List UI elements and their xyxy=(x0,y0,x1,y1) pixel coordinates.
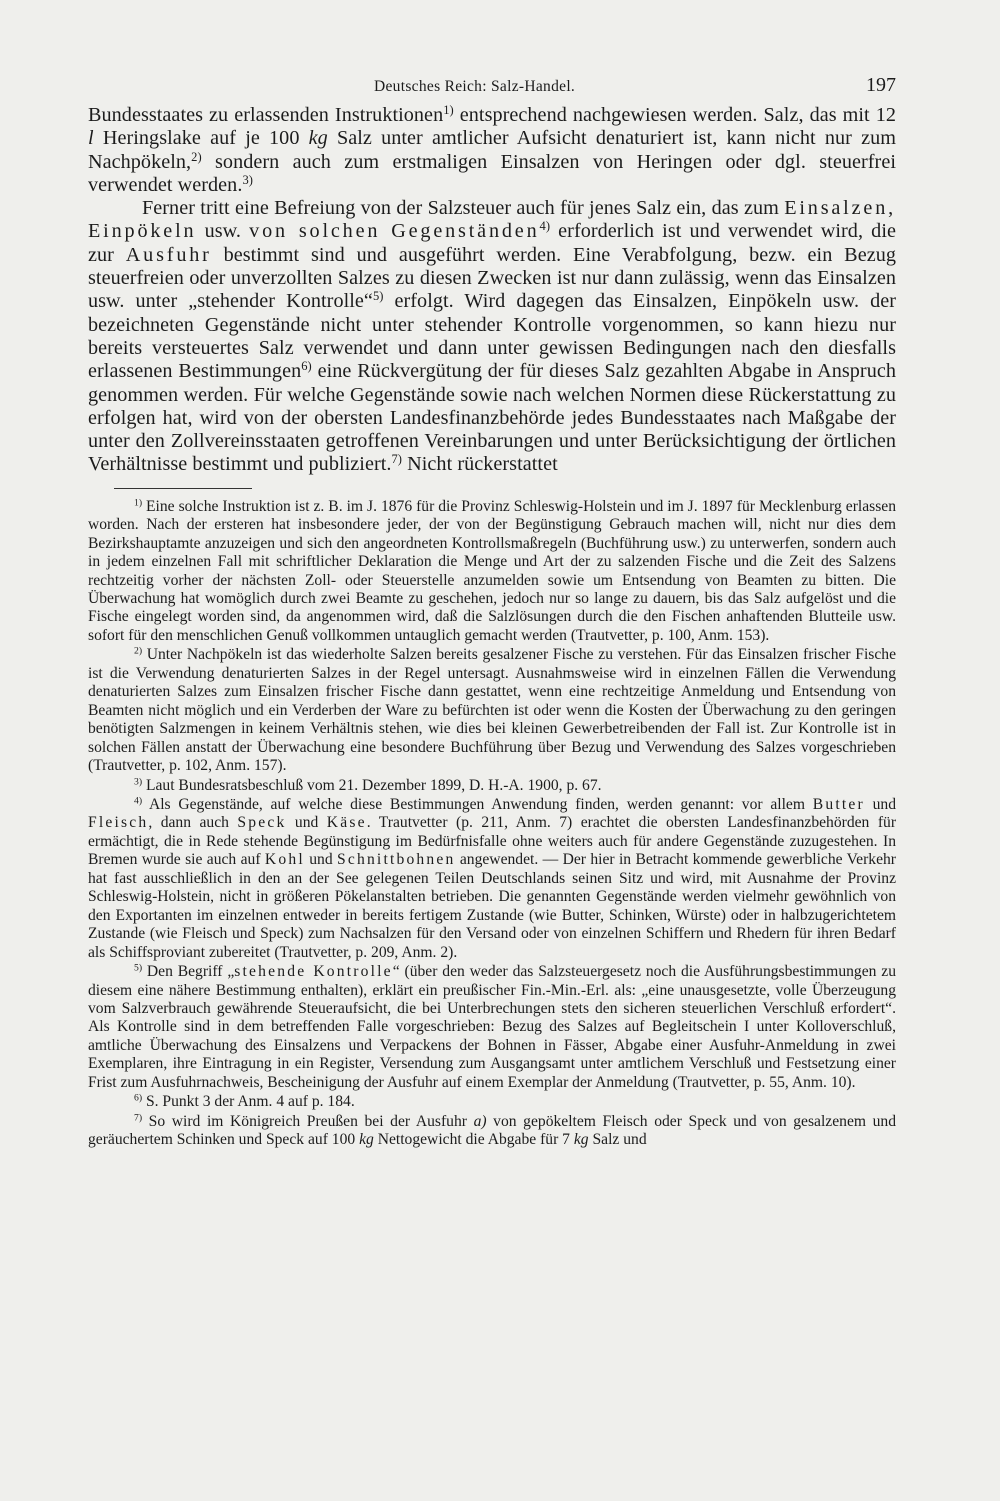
text-run: erfolgt. Wird dagegen das Einsalzen, Einpökeln usw. der bezeichneten Gegenstände nicht unter stehender Kontrolle vorgenommen, so kann hiezu nur bereits versteuertes Salz verwendet und dann unter gewissen Bedingungen nach den diesfalls erlassenen Bestimmungen xyxy=(88,290,896,383)
book-page xyxy=(88,70,896,1150)
running-title: Deutsches Reich: Salz-Handel. xyxy=(374,78,576,95)
footnote xyxy=(88,777,896,795)
paragraph xyxy=(88,104,896,197)
text-run: Bundesstaates zu erlassenden Instruktionen xyxy=(88,104,444,126)
text-run: Ferner tritt eine Befreiung von der Salzsteuer auch für jenes Salz ein, das zum xyxy=(142,197,785,220)
italic-text: kg xyxy=(308,127,328,150)
footnote-separator xyxy=(114,488,252,489)
footnote-marker: 7) xyxy=(134,1112,143,1124)
footnote xyxy=(88,1113,896,1150)
text-run: angewendet. — Der hier in Betracht kommende gewerbliche Verkehr hat fast ausschließlich in den an der See gelegenen Teilen Deutschlands seinen Sitz und wird, mit Ausnahme der Provinz Schleswig-Holstein, nicht in größeren Pökelanstalten betrieben. Die genannten Gegenstände werden vielmehr gewöhnlich von den Exportanten im einzelnen entweder in bereits fertigem Zustande (wie Butter, Schinken, Würste) oder in halbzugerichtetem Zustande (wie Fleisch und Speck) zum Nachsalzen für den Versand oder von einzelnen Schiffern und Rhedern für ihren Bedarf als Schiffsproviant zubereitet (Trautvetter, p. 209, Anm. 2). xyxy=(88,851,896,961)
spaced-text: Speck xyxy=(237,814,287,832)
text-run: bestimmt sind und ausgeführt werden. Eine Verabfolgung, bezw. ein Bezug steuerfreien oder unverzollten Salzes zu diesen Zwecken ist nur dann zulässig, wenn das Einsalzen usw. unter „stehender Kontrolle“ xyxy=(88,243,896,313)
footnote-marker: 6) xyxy=(301,359,312,374)
footnote-marker: 2) xyxy=(134,646,143,658)
spaced-text: Fleisch xyxy=(88,814,149,832)
text-run: Nettogewicht die Abgabe für 7 xyxy=(373,1131,574,1149)
text-run: So wird im Königreich Preußen bei der Ausfuhr xyxy=(142,1112,474,1130)
spaced-text: Käse xyxy=(326,814,367,832)
text-run: sondern auch zum erstmaligen Einsalzen von Heringen oder dgl. steuerfrei verwendet werden. xyxy=(88,150,896,196)
spaced-text: von solchen Gegenständen xyxy=(249,220,540,243)
footnote-marker: 3) xyxy=(242,173,253,188)
spaced-text: Einsalzen, Einpökeln xyxy=(88,197,896,243)
italic-text: kg xyxy=(359,1131,374,1149)
footnote-marker: 4) xyxy=(134,795,143,807)
italic-text: a) xyxy=(473,1112,487,1130)
text-run: und xyxy=(304,851,337,869)
footnote-marker: 1) xyxy=(443,103,454,118)
footnote xyxy=(88,498,896,646)
text-run: Laut Bundesratsbeschluß vom 21. Dezember 1899, D. H.-A. 1900, p. 67. xyxy=(142,776,602,794)
page-header xyxy=(88,70,896,104)
footnotes xyxy=(88,498,896,1150)
text-run: Den Begriff „ xyxy=(142,963,235,981)
footnote-marker: 5) xyxy=(372,289,384,304)
spaced-text: Ausfuhr xyxy=(125,243,212,266)
text-run: Nicht rückerstattet xyxy=(402,453,558,476)
main-text xyxy=(88,104,896,477)
italic-text: l xyxy=(88,127,94,150)
footnote xyxy=(88,963,896,1092)
text-run: Eine solche Instruktion ist z. B. im J. 1876 für die Provinz Schleswig-Holstein und im J. 1897 für Mecklenburg erlassen worden. Nach der ersteren hat insbesondere jeder, der von der Begünstigung Gebrauch machen will, nicht nur dies dem Bezirkshauptamte anzuzeigen und sich den angeordneten Kontrollsmaßregeln (Buchführung usw.) zu unterwerfen, sondern auch in jedem einzelnen Fall mit schriftlicher Deklaration die Menge und Art der zu salzenden Fische und die Zeit des Salzens rechtzeitig vorher der nächsten Zoll- oder Steuerstelle anzumelden sowie um Entsendung von Beamten zu bitten. Die Überwachung hat womöglich durch zwei Beamte zu geschehen, jedoch nur so lange zu dauern, bis das Salz aufgelöst und die Fische eingelegt worden sind, da angenommen wird, daß die Salzlösungen durch die den Fischen anhaftenden Blutteile usw. sofort für den menschlichen Genuß vollkommen untauglich gemacht werden (Trautvetter, p. 100, Anm. 153). xyxy=(88,497,896,644)
footnote-marker: 2) xyxy=(191,149,202,164)
text-run: “ (über den weder das Salzsteuergesetz noch die Ausführungsbestimmungen zu diesem eine nähere Bestimmung enthalten), erklärt ein preußischer Fin.-Min.-Erl. als: „eine unausgesetzte, volle Überzeugung vom Salzverbrauch gewährende Steueraufsicht, die bei Unterbrechungen stets den sicheren steuerlichen Verschluß erfordert“. Als Kontrolle sind in dem betreffenden Falle vorgeschrieben: Bezug des Salzes auf Begleitschein I unter Kolloverschluß, amtliche Überwachung des Einsalzens und Verpackens der Bohnen in Fässer, Abgabe einer Ausfuhr-Anmeldung in zwei Exemplaren, ihre Eintragung in ein Register, Versendung zum Ausgangsamt unter amtlichem Verschluß und Festsetzung einer Frist zum Ausfuhrnachweis, Bescheinigung der Ausfuhr auf einem Exemplar der Anmeldung (Trautvetter, p. 55, Anm. 10). xyxy=(88,963,896,1091)
footnote xyxy=(88,1093,896,1111)
text-run: erforderlich ist und verwendet wird, die zur xyxy=(88,220,896,266)
footnote-marker: 5) xyxy=(134,962,143,974)
footnote xyxy=(88,796,896,962)
text-run: S. Punkt 3 der Anm. 4 auf p. 184. xyxy=(142,1093,355,1111)
text-run: , dann auch xyxy=(148,814,238,832)
page-number: 197 xyxy=(866,74,896,96)
text-run: Als Gegenstände, auf welche diese Bestimmungen Anwendung finden, werden genannt: vor allem xyxy=(142,796,813,813)
footnote-marker: 3) xyxy=(134,776,143,788)
text-run: Unter Nachpökeln ist das wiederholte Salzen bereits gesalzener Fische zu verstehen. Für das Einsalzen frischer Fische ist die Verwendung denaturierten Salzes in der Regel untersagt. Ausnahmsweise wird in einzelnen Fällen die Verwendung denaturierten Salzes zum Einsalzen frischer Fische dann gestattet, wenn eine rechtzeitige Anmeldung und Entsendung von Beamten nicht möglich und ein Verderben der Ware zu befürchten ist oder wenn die Kosten der Überwachung zu den geringen benötigten Salzmengen in keinem Verhältnis stehen, wie dies bei kleinen Gewerbetreibenden der Fall ist. Zur Kontrolle ist in solchen Fällen anstatt der Überwachung eine besondere Buchführung über Bezug und Verwendung des Salzes vorgeschrieben (Trautvetter, p. 102, Anm. 157). xyxy=(88,646,896,775)
footnote xyxy=(88,646,896,775)
italic-text: kg xyxy=(573,1131,589,1149)
spaced-text: Schnittbohnen xyxy=(337,851,456,869)
footnote-marker: 1) xyxy=(134,497,143,509)
text-run: usw. xyxy=(196,220,250,243)
spaced-text: Kohl xyxy=(264,851,305,869)
text-run: und xyxy=(864,796,896,813)
text-run: Salz unter amtlicher Aufsicht denaturiert ist, kann nicht nur zum Nachpökeln, xyxy=(88,127,896,173)
footnote-marker: 6) xyxy=(134,1092,143,1104)
text-run: . Trautvetter (p. 211, Anm. 7) erachtet die obersten Landesfinanzbehörden für ermächtigt, die in Rede stehende Begünstigung im Bedürfnisfalle ohne weiters auch für andere Gegenstände zuzugestehen. In Bremen wurde sie auch auf xyxy=(88,814,897,869)
paragraph xyxy=(88,197,896,477)
text-run: Heringslake auf je 100 xyxy=(93,127,309,150)
footnote-marker: 7) xyxy=(391,452,403,467)
text-run: und xyxy=(286,814,327,832)
text-run: Salz und xyxy=(588,1131,647,1149)
text-run: entsprechend nachgewiesen werden. Salz, das mit 12 xyxy=(453,104,896,126)
footnote-marker: 4) xyxy=(539,219,551,234)
spaced-text: stehende Kontrolle xyxy=(234,963,393,981)
text-run: eine Rückvergütung der für dieses Salz gezahlten Abgabe in Anspruch genommen werden. Für welche Gegenstände sowie nach welchen Normen diese Rückerstattung zu erfolgen hat, wird von der obersten Landesfinanzbehörde jedes Bundesstaates nach Maßgabe der unter den Zollvereinsstaaten getroffenen Vereinbarungen und unter Berücksichtigung der örtlichen Verhältnisse bestimmt und publiziert. xyxy=(88,360,896,476)
spaced-text: Butter xyxy=(812,796,865,813)
text-run: von gepökeltem Fleisch oder Speck und von gesalzenem und geräuchertem Schinken und Speck auf 100 xyxy=(88,1112,896,1149)
